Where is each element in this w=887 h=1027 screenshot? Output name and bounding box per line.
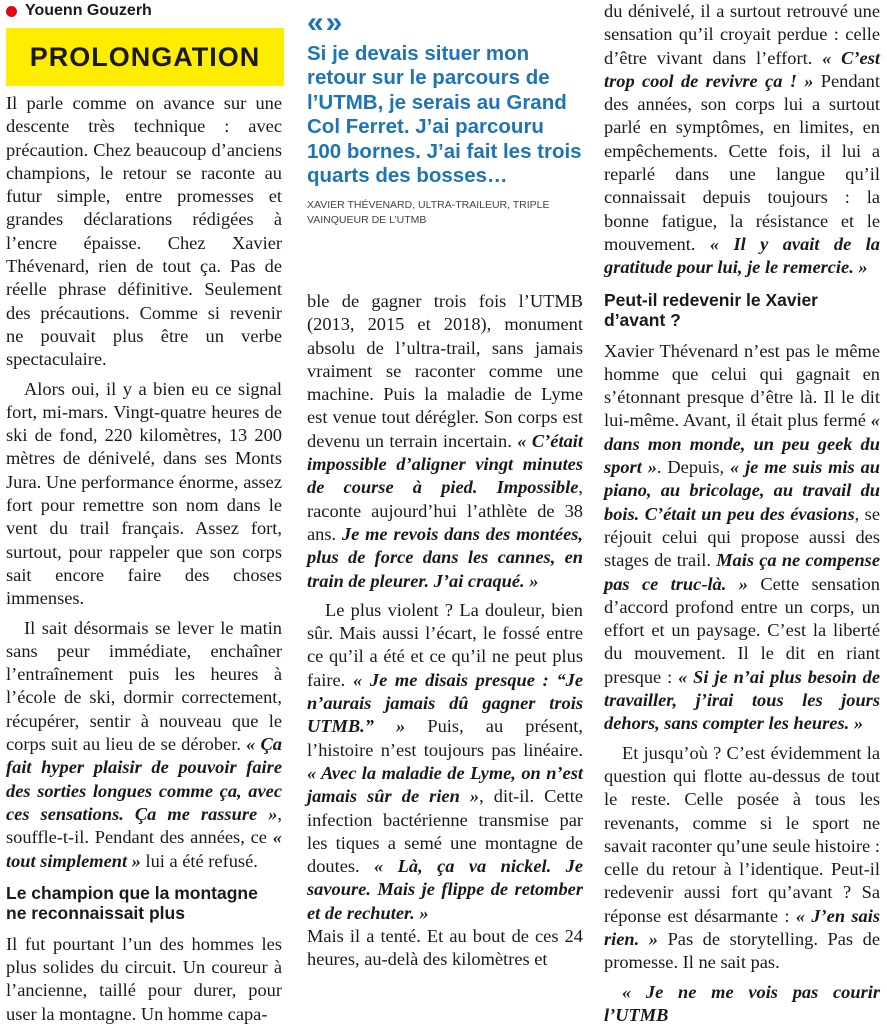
quote: « C’est trop cool de revivre ça ! » — [604, 47, 880, 91]
quote-marks-icon: «» — [307, 6, 345, 39]
red-dot-icon — [6, 6, 17, 17]
quote: « dans mon monde, un peu geek du sport » — [604, 410, 880, 478]
text-run: Puis, au présent, l’histoire n’est toujours pas linéaire. — [307, 716, 583, 760]
paragraph: Mais il a tenté. Et au bout de ces 24 heures, au-delà des kilomètres et — [307, 926, 583, 970]
pull-quote — [307, 8, 583, 228]
quote: Mais ça ne compense pas ce truc-là. » — [604, 550, 880, 594]
byline — [6, 0, 282, 22]
text-run: , souffle-t-il. Pendant des années, ce — [6, 803, 282, 848]
text-run: Xavier Thévenard n’est pas le même homme que celui qui gagnait en s’étonnant presque d’être là. Il le dit lui-même. Avant, il était plus fermé — [604, 340, 880, 431]
paragraph: Alors oui, il y a bien eu ce signal fort, mi-mars. Vingt-quatre heures de ski de fond, 220 kilomètres, 13 200 mètres de dénivelé, dans ses Monts Jura. Une performance énorme, assez fort pour remettre son nom dans le vent du trail français. Assez fort, surtout, pour rappeler que son corps sait encore faire des choses immenses. — [6, 378, 282, 609]
quote: « Avec la maladie de Lyme, on n’est jamais sûr de rien » — [307, 762, 583, 807]
text-run: , raconte aujourd’hui l’athlète de 38 ans. — [307, 477, 583, 544]
paragraph — [307, 290, 583, 593]
quote: « Je ne me vois pas courir l’UTMB — [604, 981, 880, 1025]
paragraph — [604, 742, 880, 975]
paragraph — [307, 599, 583, 925]
text-run: Il sait désormais se lever le matin sans peur immédiate, enchaîner l’entraînement puis les heures à l’école de ski, dormir correctement, récupérer, sentir à nouveau que le corps suit au lieu de se dérober. — [6, 617, 282, 755]
text-run: , dit-il. Cette infection bactérienne transmise par les tiques a semé une montagne de doutes. — [307, 786, 583, 877]
column-2 — [307, 290, 583, 972]
paragraph: Il parle comme on avance sur une descente très technique : avec précaution. Chez beaucoup d’anciens champions, le retour se raconte au futur simple, entre promesses et grandes déclarations rédigées à l’encre épaisse. Chez Xavier Thévenard, rien de tout ça. Pas de réelle phrase définitive. Seulement des précautions. Comme si revenir ne pouvait plus être un verbe spectaculaire. — [6, 93, 282, 370]
paragraph — [604, 0, 880, 280]
quote: « Là, ça va nickel. Je savoure. Mais je flippe de retomber et de rechuter. » — [307, 856, 583, 923]
text-run: Le plus violent ? La douleur, bien sûr. Mais aussi l’écart, le fossé entre ce qu’il a été et ce qu’il ne peut plus faire. — [307, 599, 583, 690]
quote: « Il y avait de la gratitude pour lui, je le remercie. » — [604, 233, 880, 278]
text-run: Pendant des années, son corps lui a surtout parlé en symptômes, en limites, en empêchements. Cette fois, il lui a reparlé dans une langue qu’il connaissait depuis toujours : la bonne fatigue, la résistance et le mouvement. — [604, 70, 880, 254]
text-run: Pas de storytelling. Pas de promesse. Il ne sait pas. — [604, 928, 880, 973]
text-run: , se réjouit celui qui propose aussi des stages de trail. — [604, 503, 880, 571]
paragraph: Il fut pourtant l’un des hommes les plus solides du circuit. Un coureur à l’ancienne, taillé pour durer, pour user la montagne. Un homme capa- — [6, 933, 282, 1024]
quote: « Ça fait hyper plaisir de pouvoir faire des sorties longues comme ça, avec ces sensations. Ça me rassure » — [6, 734, 282, 824]
column-1 — [6, 0, 282, 1026]
pull-quote-credit: XAVIER THÉVENARD, ULTRA-TRAILEUR, TRIPLE VAINQUEUR DE L’UTMB — [307, 199, 550, 227]
subheading: Peut-il redevenir le Xavier d’avant ? — [604, 289, 818, 330]
section-banner — [6, 28, 284, 86]
text-run: Cette sensation d’accord profond entre un corps, un effort et un paysage. C’est la liberté du mouvement. Il le dit en riant presque : — [604, 573, 880, 687]
text-run: Et jusqu’où ? C’est évidemment la question qui flotte au-dessus de tout le reste. Celle posée à tous les revenants, comme si le sport ne savait raconter qu’une seule histoire : celle du retour à l’identique. Peut-il redevenir aussi fort qu’avant ? Sa réponse est désarmante : — [604, 742, 880, 926]
quote: « tout simplement » — [6, 827, 282, 871]
text-run: du dénivelé, il a surtout retrouvé une sensation qu’il croyait perdue : celle d’être vivant dans l’effort. — [604, 1, 880, 68]
paragraph — [604, 981, 880, 1027]
quote: « Je me disais presque : “Je n’aurais jamais dû gagner trois UTMB.” » — [307, 669, 583, 737]
text-run: lui a été refusé. — [145, 850, 258, 871]
column-3 — [604, 0, 880, 1027]
text-run: ble de gagner trois fois l’UTMB (2013, 2015 et 2018), monument absolu de l’ultra-trail, sans jamais vraiment se raconter comme une machine. Puis la maladie de Lyme est venue tout dérégler. Son corps est devenu un terrain incertain. — [307, 291, 583, 451]
text-run: . Depuis, — [656, 457, 725, 478]
quote: « J’en sais rien. » — [604, 905, 880, 949]
section-banner-label: PROLONGATION — [29, 41, 261, 72]
pull-quote-text: Si je devais situer mon retour sur le parcours de l’UTMB, je serais au Grand Col Ferret. J’ai parcouru 100 bornes. J’ai fait les trois quarts des bosses… — [307, 42, 582, 188]
author-name: Youenn Gouzerh — [25, 2, 152, 19]
subheading: Le champion que la montagne ne reconnaissait plus — [6, 882, 258, 923]
paragraph — [6, 617, 282, 873]
paragraph — [604, 340, 880, 736]
quote: Je me revois dans des montées, plus de force dans les cannes, en train de pleurer. J’ai craqué. » — [307, 523, 583, 591]
quote: « je me suis mis au piano, au bricolage, au travail du bois. C’était un peu des évasions — [604, 457, 880, 524]
quote: « C’était impossible d’aligner vingt minutes de course à pied. Impossible — [307, 430, 583, 498]
quote: « Si je n’ai plus besoin de travailler, j’irai tous les jours dehors, sans compter les heures. » — [604, 666, 880, 734]
